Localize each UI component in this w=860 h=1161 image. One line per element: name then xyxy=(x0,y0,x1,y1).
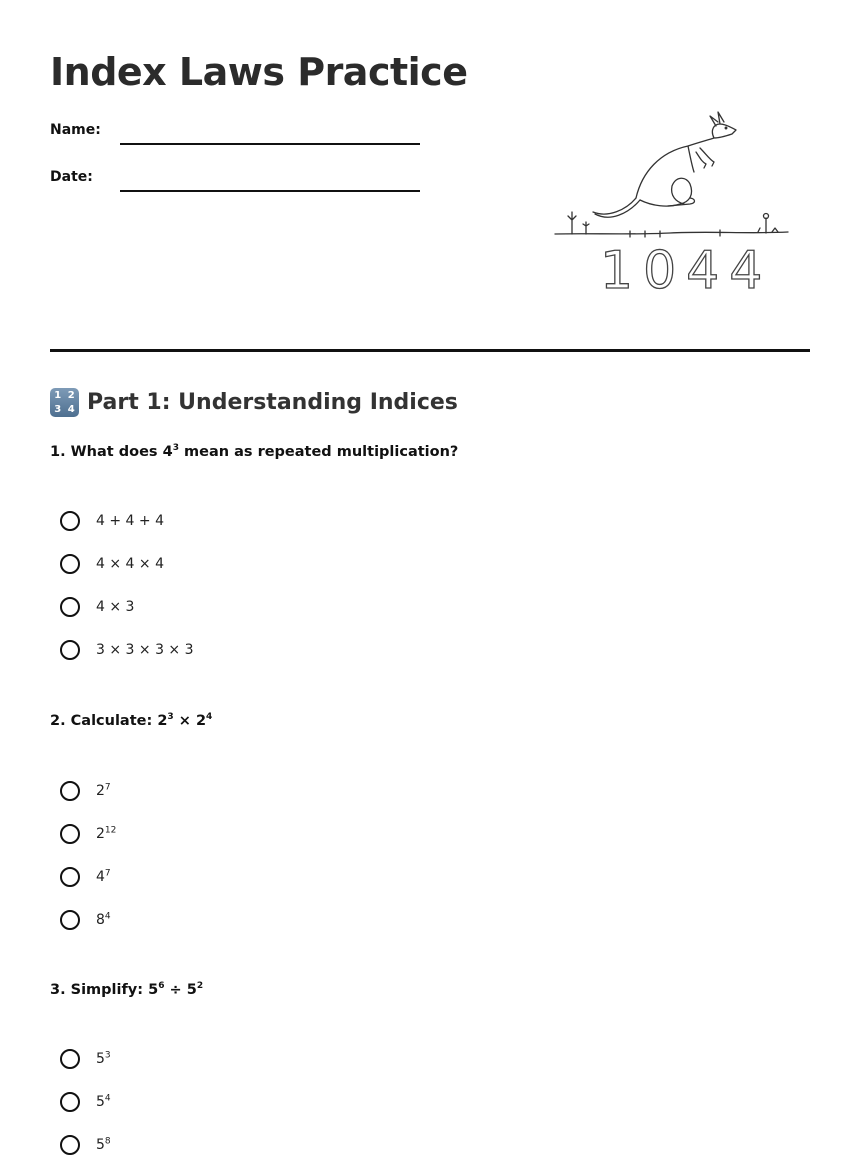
question-2: 2. Calculate: $2^3 \times 2^4$ xyxy=(50,712,213,729)
radio-button[interactable] xyxy=(60,554,80,574)
radio-button[interactable] xyxy=(60,867,80,887)
kangaroo-logo xyxy=(550,110,795,300)
question-3: 3. Simplify: $5^6 \div 5^2$ xyxy=(50,981,204,998)
q1-option-c[interactable]: 4 × 3 xyxy=(60,597,134,617)
divider xyxy=(50,349,810,352)
logo-digits: 1044 xyxy=(600,241,773,300)
q1-option-d[interactable]: 3 × 3 × 3 × 3 xyxy=(60,640,194,660)
radio-button[interactable] xyxy=(60,1135,80,1155)
radio-button[interactable] xyxy=(60,597,80,617)
page-title: Index Laws Practice xyxy=(50,50,468,94)
section-heading xyxy=(50,388,458,417)
date-label: Date: xyxy=(50,169,93,185)
q3-option-c[interactable]: $5^8$ xyxy=(60,1135,111,1155)
radio-button[interactable] xyxy=(60,781,80,801)
kangaroo-illustration xyxy=(550,110,795,300)
q2-option-d[interactable]: $8^4$ xyxy=(60,910,111,930)
q2-option-c[interactable]: $4^7$ xyxy=(60,867,111,887)
radio-button[interactable] xyxy=(60,1049,80,1069)
radio-button[interactable] xyxy=(60,824,80,844)
input-numbers-icon: 1 2 3 4 xyxy=(50,388,79,417)
q2-option-a[interactable]: $2^7$ xyxy=(60,781,111,801)
radio-button[interactable] xyxy=(60,910,80,930)
date-field[interactable] xyxy=(120,190,420,192)
q1-option-b[interactable]: 4 × 4 × 4 xyxy=(60,554,164,574)
section-heading-text: Part 1: Understanding Indices xyxy=(87,390,458,415)
q3-option-a[interactable]: $5^3$ xyxy=(60,1049,111,1069)
q1-option-a[interactable]: 4 + 4 + 4 xyxy=(60,511,164,531)
radio-button[interactable] xyxy=(60,640,80,660)
q2-option-b[interactable]: $2^{12}$ xyxy=(60,824,116,844)
radio-button[interactable] xyxy=(60,511,80,531)
name-field[interactable] xyxy=(120,143,420,145)
name-label: Name: xyxy=(50,122,101,138)
radio-button[interactable] xyxy=(60,1092,80,1112)
question-1: 1. What does $4^3$ mean as repeated multiplication? xyxy=(50,443,459,460)
q3-option-b[interactable]: $5^4$ xyxy=(60,1092,111,1112)
